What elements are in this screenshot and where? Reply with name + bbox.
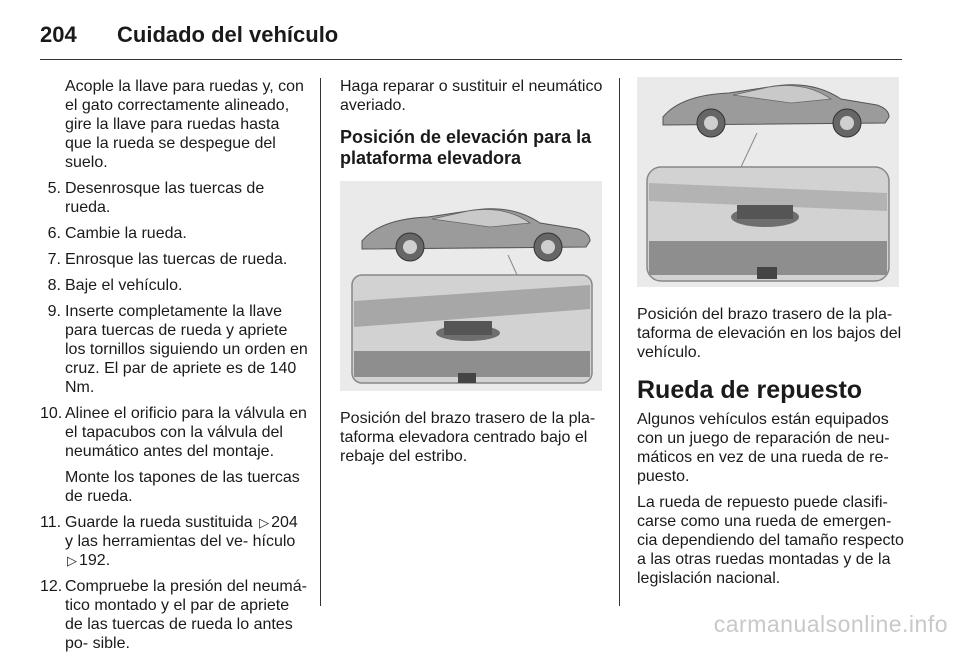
step-text: Alinee el orificio para la válvula en el tapacubos con la válvula del neumático antes del montaje.: [65, 405, 307, 460]
lift-arm-illustration: [340, 181, 602, 391]
car-lift-drawing: [340, 181, 602, 391]
step-number: 12.: [40, 578, 63, 595]
section-title-spare-wheel: Rueda de repuesto: [637, 376, 863, 404]
list-item: [40, 250, 308, 269]
page-header: [40, 14, 920, 54]
step-number: 10.: [40, 405, 63, 422]
step-number: 6.: [47, 225, 61, 242]
step-text: Compruebe la presión del neumá- tico montado y el par de apriete de las tuercas de rueda lo antes po- sible.: [65, 578, 307, 652]
column-divider-2: [619, 78, 620, 606]
page-number: 204: [40, 22, 77, 47]
step-text: Inserte completamente la llave para tuercas de rueda y apriete los tornillos siguiendo un orden en cruz. El par de apriete es de 140 Nm.: [65, 303, 308, 396]
spare-wheel-paragraph-1: Algunos vehículos están equipados con un juego de reparación de neu- máticos en vez de una rueda de re- puesto.: [637, 411, 890, 485]
step-subtext: Monte los tapones de las tuercas de rueda.: [65, 469, 300, 505]
column-3: [637, 77, 905, 588]
figure-caption: Posición del brazo trasero de la pla- taforma elevadora centrado bajo el rebaje del estribo.: [340, 410, 596, 465]
list-item: [40, 276, 308, 295]
page-reference[interactable]: 204: [271, 514, 298, 531]
column-2: [340, 77, 608, 466]
watermark-brand: carmanualsonline.info: [713, 611, 948, 637]
list-item: [40, 179, 308, 217]
figure-wrapper: [637, 77, 905, 287]
list-item: [40, 302, 308, 397]
spare-wheel-paragraph-2: La rueda de repuesto puede clasifi- carse como una rueda de emergen- cia dependiendo del tamaño respecto a las otras ruedas montadas y de la legislación nacional.: [637, 494, 904, 587]
figure-caption: Posición del brazo trasero de la pla- taforma de elevación en los bajos del vehículo.: [637, 306, 902, 361]
step-number: 7.: [47, 251, 61, 268]
underbody-lift-drawing: [637, 77, 899, 287]
page-title: Cuidado del vehículo: [117, 22, 339, 47]
intro-paragraph: Acople la llave para ruedas y, con el gato correctamente alineado, gire la llave para ruedas hasta que la rueda se despegue del suelo.: [65, 78, 304, 171]
underbody-lift-illustration: [637, 77, 899, 287]
step-text: Enrosque las tuercas de rueda.: [65, 251, 288, 268]
list-item: [40, 404, 308, 506]
subheading-lift-position: Posición de elevación para la plataforma elevadora: [340, 127, 592, 168]
step-number: 11.: [40, 514, 62, 531]
repair-paragraph: Haga reparar o sustituir el neumático averiado.: [340, 78, 603, 114]
list-item: [40, 513, 308, 570]
step-text: y las herramientas del ve- hículo: [65, 533, 296, 550]
triangle-right-icon: ▷: [67, 553, 77, 568]
column-1: [40, 77, 308, 660]
triangle-right-icon: ▷: [259, 515, 270, 530]
step-text: Guarde la rueda sustituida: [65, 514, 253, 531]
step-number: 9.: [47, 303, 61, 320]
step-text: Cambie la rueda.: [65, 225, 187, 242]
step-number: 8.: [47, 277, 61, 294]
step-text: Baje el vehículo.: [65, 277, 183, 294]
list-item: [40, 224, 308, 243]
header-divider: [40, 59, 902, 60]
page-reference[interactable]: 192.: [79, 552, 111, 569]
step-text: Desenrosque las tuercas de rueda.: [65, 180, 265, 216]
step-number: 5.: [47, 180, 61, 197]
column-divider-1: [320, 78, 321, 606]
